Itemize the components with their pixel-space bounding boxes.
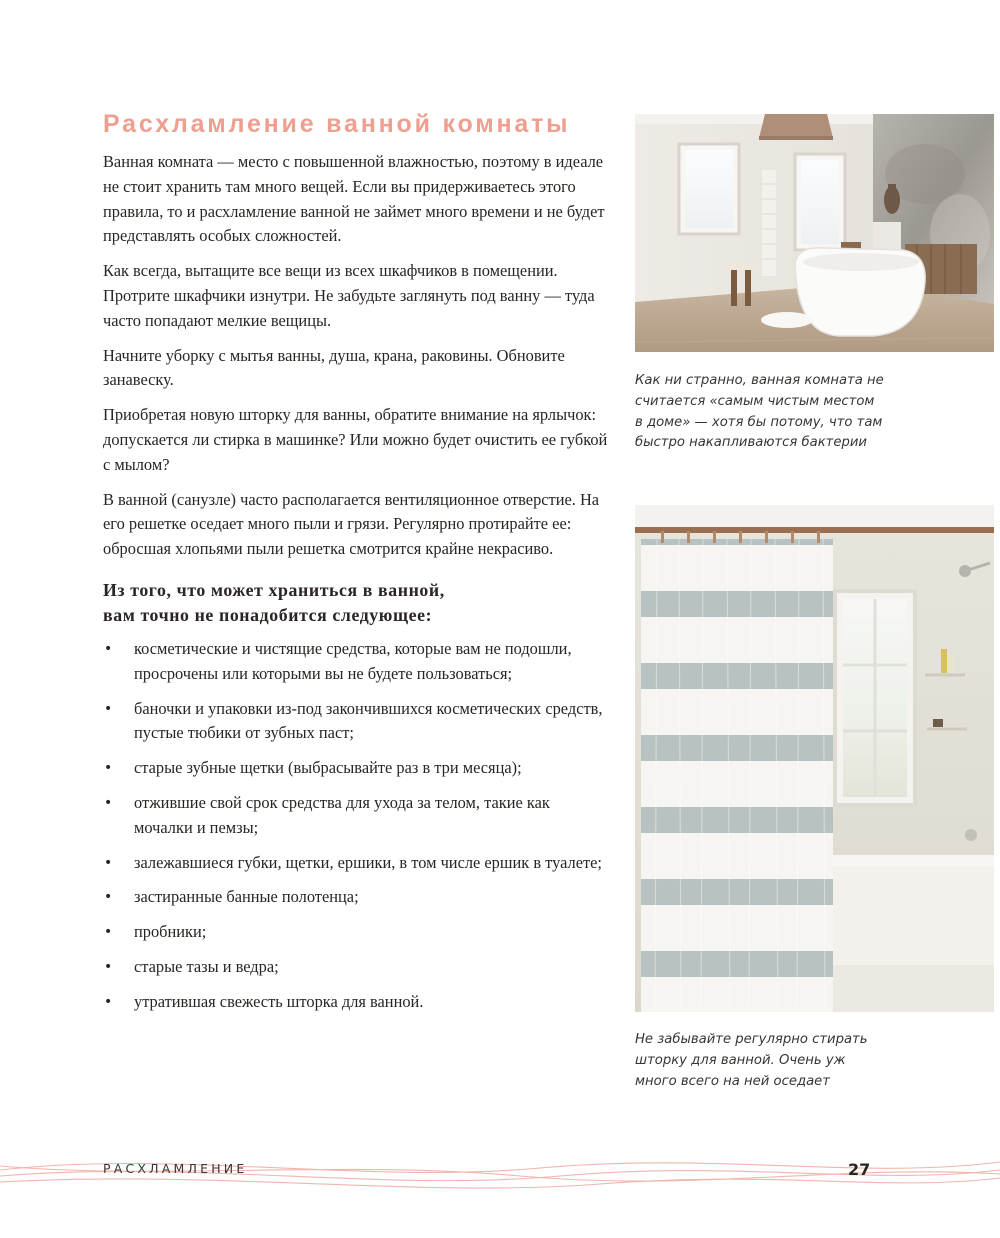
- items-to-discard-list: [103, 637, 608, 1015]
- subheading-line: вам точно не понадобится следующее:: [103, 604, 433, 625]
- shower-curtain-photo: [635, 505, 994, 1012]
- shower-curtain-illustration: [635, 505, 994, 1012]
- body-paragraph: Ванная комната — место с повышенной влажностью, поэтому в идеале не стоит хранить там много вещей. Если вы придерживаетесь этого правила, то и расхламление ванной не займет много времени и не будет представлять особых сложностей.: [103, 152, 605, 246]
- body-paragraph: Как всегда, вытащите все вещи из всех шкафчиков в помещении. Протрите шкафчики изнутри. Не забудьте заглянуть под ванну — туда часто попадают мелкие вещицы.: [103, 261, 595, 330]
- subheading-line: Из того, что может храниться в ванной,: [103, 579, 445, 600]
- photo-caption: Не забывайте регулярно стирать шторку для ванной. Очень уж много всего на ней оседает: [635, 1032, 868, 1089]
- bathroom-photo: [635, 114, 994, 352]
- list-item: • старые тазы и ведра;: [103, 955, 608, 980]
- body-paragraph: Начните уборку с мытья ванны, душа, крана, раковины. Обновите занавеску.: [103, 345, 565, 390]
- list-item: • косметические и чистящие средства, которые вам не подошли, просрочены или которыми вы не будете пользоваться;: [103, 637, 608, 687]
- list-item: • старые зубные щетки (выбрасывайте раз в три месяца);: [103, 756, 608, 781]
- list-item: • пробники;: [103, 920, 608, 945]
- body-paragraph: Приобретая новую шторку для ванны, обратите внимание на ярлычок: допускается ли стирка в машинке? Или можно будет очистить ее губкой с мылом?: [103, 405, 608, 474]
- list-item: • залежавшиеся губки, щетки, ершики, в том числе ершик в туалете;: [103, 851, 608, 876]
- page-number: 27: [848, 1160, 871, 1179]
- list-item: • баночки и упаковки из-под закончившихся косметических средств, пустые тюбики от зубных паст;: [103, 697, 608, 747]
- list-item: • отжившие свой срок средства для ухода за телом, такие как мочалки и пемзы;: [103, 791, 608, 841]
- list-item: • утратившая свежесть шторка для ванной.: [103, 990, 608, 1015]
- running-footer-section: РАСХЛАМЛЕНИЕ: [103, 1161, 248, 1176]
- main-text-column: [103, 150, 608, 1025]
- list-item: • застиранные банные полотенца;: [103, 885, 608, 910]
- bathroom-illustration: [635, 114, 994, 352]
- page-title: Расхламление ванной комнаты: [103, 110, 571, 138]
- list-subheading: [103, 578, 608, 628]
- photo-caption: Как ни странно, ванная комната не считается «самым чистым местом в доме» — хотя бы потому, что там быстро накапливаются бактерии: [635, 373, 884, 451]
- body-paragraph: В ванной (санузле) часто располагается вентиляционное отверстие. На его решетке оседает много пыли и грязи. Регулярно протирайте ее: обросшая хлопьями пыли решетка смотрится крайне некрасиво.: [103, 489, 600, 559]
